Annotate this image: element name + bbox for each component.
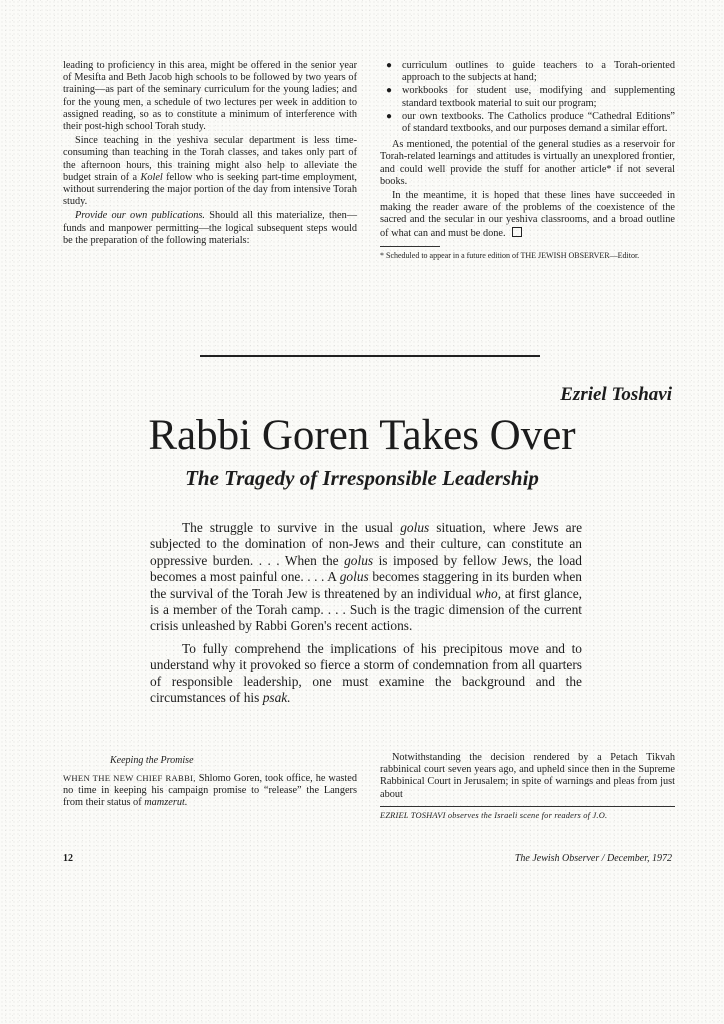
paragraph: To fully comprehend the implications of his precipitous move and to understand why it provoked so fierce a storm of condemnation from all quarters of responsible leadership, one must examine the background and the circumstances of his psak.: [150, 640, 582, 706]
article-title: Rabbi Goren Takes Over: [148, 412, 576, 459]
paragraph: In the meantime, it is hoped that these lines have succeeded in making the reader aware of the problems of the coexistence of the sacred and the secular in our yeshiva classrooms, and a broad outline of what can and must be done.: [380, 190, 675, 239]
article-intro: [150, 520, 582, 712]
bottom-left-column: [63, 772, 357, 812]
bullet-list: [380, 60, 675, 135]
bio-rule: [380, 806, 675, 807]
paragraph: As mentioned, the potential of the general studies as a reservoir for Torah-related learnings and attitudes is virtually an unexplored frontier, and could well provide the stuff for another article* if not several books.: [380, 139, 675, 187]
paragraph: The struggle to survive in the usual golus situation, where Jews are subjected to the domination of non-Jews and their culture, can constitute an oppressive burden. . . . When the golus is imposed by fellow Jews, the load becomes a most painful one. . . . A golus becomes staggering in its burden when the survival of the Torah Jew is threatened by an individual who, at first glance, is a member of the Torah camp. . . . Such is the tragic dimension of the current crisis unleashed by Rabbi Goren's recent actions.: [150, 520, 583, 634]
paragraph: Since teaching in the yeshiva secular department is less time-consuming than teaching in the Torah classes, and takes only part of the afternoon hours, this training might also help to alleviate the budget strain of a Kolel fellow who is seeking part-time employment, without surrendering the major portion of the day from intensive Torah study.: [63, 135, 358, 208]
lead-caps: WHEN THE NEW CHIEF RABBI,: [63, 773, 196, 783]
section-divider: [200, 355, 540, 357]
running-footer: The Jewish Observer / December, 1972: [514, 853, 672, 864]
top-right-column: [380, 60, 675, 261]
author-byline: Ezriel Toshavi: [560, 384, 672, 405]
end-mark-icon: [512, 227, 522, 237]
bullet-icon: ●: [386, 60, 393, 71]
bottom-right-column: [380, 752, 675, 822]
article-subtitle: The Tragedy of Irresponsible Leadership: [185, 466, 539, 490]
footnote-rule: [380, 246, 440, 247]
bullet-icon: ●: [386, 110, 393, 122]
page-number: 12: [63, 853, 73, 864]
list-item: ● our own textbooks. The Catholics produce “Cathedral Editions” of standard textbooks, and our purposes demand a similar effort.: [386, 110, 675, 135]
list-item: ● workbooks for student use, modifying and supplementing standard textbook material to suit our program;: [386, 85, 675, 109]
run-in-heading: Provide our own publications.: [75, 210, 205, 222]
paragraph: Notwithstanding the decision rendered by a Petach Tikvah rabbinical court seven years ago, and upheld since then in the Supreme Rabbinical Court in Jerusalem; in spite of warnings and pleas from just about: [380, 752, 675, 800]
section-heading: Keeping the Promise: [110, 755, 194, 766]
bullet-icon: ●: [386, 85, 393, 97]
paragraph: WHEN THE NEW CHIEF RABBI, Shlomo Goren, took office, he wasted no time in keeping his campaign promise to “release” the Langers from their status of mamzerut.: [63, 773, 358, 809]
list-item: ● curriculum outlines to guide teachers to a Torah-oriented approach to the subjects at hand;: [386, 60, 675, 84]
paragraph: Provide our own publications. Should all this materialize, then—funds and manpower permitting—the logical subsequent steps would be the preparation of the following materials:: [63, 210, 358, 246]
paragraph: leading to proficiency in this area, might be offered in the senior year of Mesifta and Beth Jacob high schools to be followed by two years of training—as part of the seminary curriculum for the young ladies; and for the young men, a schedule of two lectures per week in addition to assigned reading, so as to constitute a minimum of interference with their post-high school Torah study.: [63, 60, 357, 133]
footnote: * Scheduled to appear in a future edition of THE JEWISH OBSERVER—Editor.: [380, 250, 640, 260]
author-bio: EZRIEL TOSHAVI observes the Israeli scene for readers of J.O.: [380, 810, 608, 820]
top-left-column: [63, 60, 357, 249]
